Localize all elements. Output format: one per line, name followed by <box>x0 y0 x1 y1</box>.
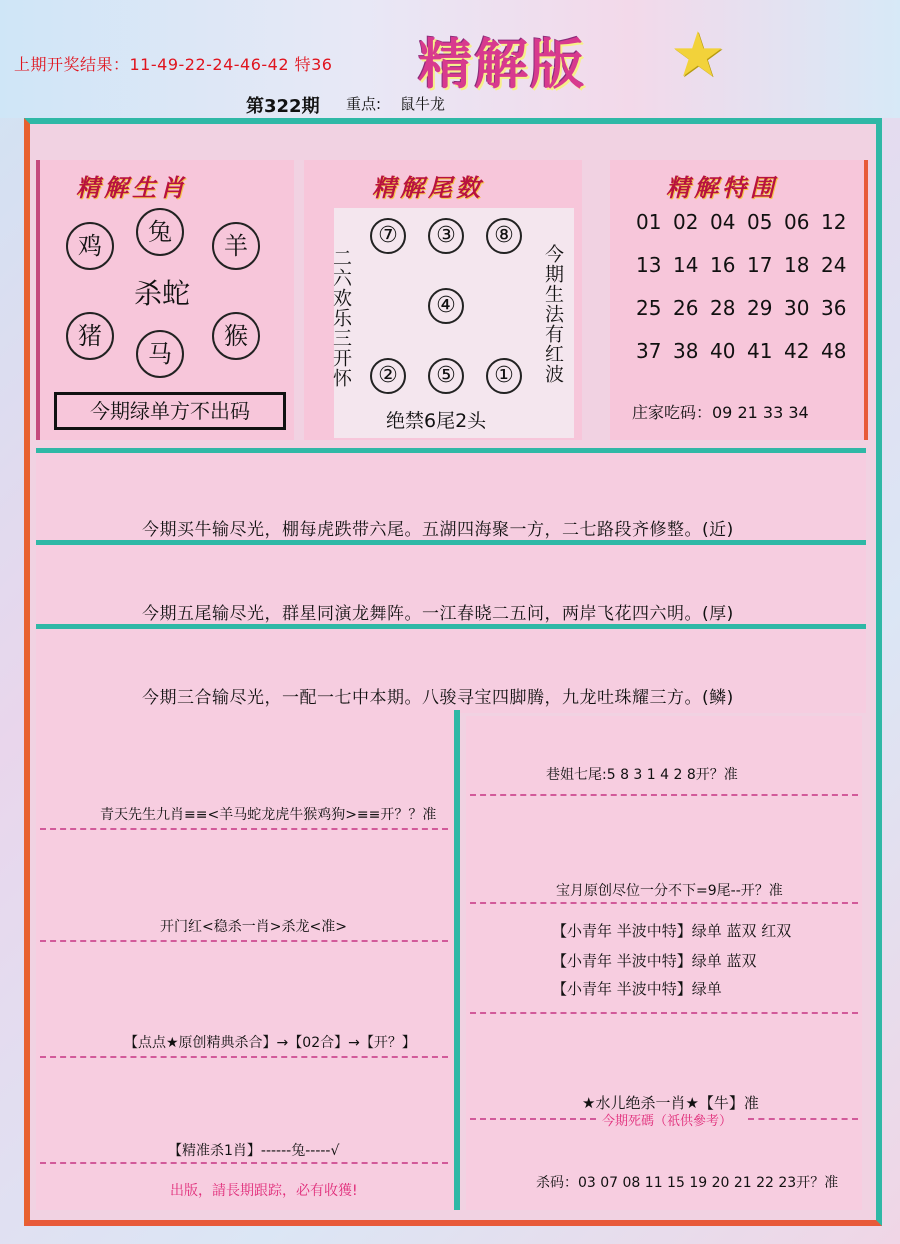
special-number: 18 <box>784 253 810 277</box>
tail-title: 精解尾数 <box>372 173 484 202</box>
tail-left-verse: 二六欢乐三开怀 <box>330 248 352 388</box>
green-note: 今期绿单方不出码 <box>54 392 286 430</box>
combo-kill-line: 【点点★原创精典杀合】→【02合】→【开？】 <box>124 1035 416 1051</box>
issue-number: 第322期 <box>246 96 320 117</box>
focus-label: 重点: <box>346 95 382 113</box>
poem-row <box>36 448 866 545</box>
zodiac-circle: 兔 <box>136 208 184 256</box>
divider <box>40 940 448 942</box>
special-number: 41 <box>747 339 773 363</box>
tail-number: ② <box>370 358 406 394</box>
special-number: 25 <box>636 296 662 320</box>
special-number: 04 <box>710 210 736 234</box>
wave-line: 【小青年 半波中特】绿单 <box>552 980 722 998</box>
right-column <box>466 716 862 1210</box>
poem-text: 今期三合输尽光，一配一七中本期。八骏寻宝四脚腾，九龙吐珠耀三方。(鳞) <box>142 688 734 708</box>
divider <box>40 1056 448 1058</box>
tail-number: ⑦ <box>370 218 406 254</box>
kill-one-line: 开门红<稳杀一肖>杀龙<准> <box>160 919 347 935</box>
special-number: 40 <box>710 339 736 363</box>
poem-row <box>36 624 866 713</box>
previous-result: 上期开奖结果：11-49-22-24-46-42 特36 <box>14 55 333 74</box>
divider <box>470 794 858 796</box>
nine-zodiac-line: 青天先生九肖≡≡<羊马蛇龙虎牛猴鸡狗>≡≡开？？准 <box>100 807 437 823</box>
special-number: 48 <box>821 339 847 363</box>
special-number: 28 <box>710 296 736 320</box>
poem-text: 今期五尾输尽光，群星同演龙舞阵。一江春晓二五问，两岸飞花四六明。(厚) <box>142 604 734 624</box>
poem-text: 今期买牛输尽光，棚每虎跌带六尾。五湖四海聚一方，二七路段齐修整。(近) <box>142 520 734 540</box>
zodiac-circle: 猴 <box>212 312 260 360</box>
divider <box>470 1118 596 1120</box>
tail-number: ⑧ <box>486 218 522 254</box>
zodiac-circle: 羊 <box>212 222 260 270</box>
special-number: 12 <box>821 210 847 234</box>
special-number: 36 <box>821 296 847 320</box>
star-icon: ★ <box>670 18 726 91</box>
special-number: 24 <box>821 253 847 277</box>
footer-note: 出版，請長期跟踪，必有收獲! <box>170 1183 358 1199</box>
special-number: 06 <box>784 210 810 234</box>
zodiac-circle: 猪 <box>66 312 114 360</box>
tail-right-verse: 今期生法有红波 <box>542 244 564 384</box>
special-number: 26 <box>673 296 699 320</box>
kill-zodiac: 杀蛇 <box>134 277 191 310</box>
precise-kill-line: 【精准杀1肖】------兔-----√ <box>168 1143 340 1159</box>
special-number: 05 <box>747 210 773 234</box>
divider <box>470 902 858 904</box>
special-number: 29 <box>747 296 773 320</box>
tail-kill-line: 宝月原创尽位一分不下=9尾--开？准 <box>556 883 783 899</box>
brand-title: 精解版 <box>418 32 586 96</box>
divider <box>470 1012 858 1014</box>
divider <box>748 1118 858 1120</box>
divider <box>40 1162 448 1164</box>
special-number: 14 <box>673 253 699 277</box>
special-number: 37 <box>636 339 662 363</box>
tail-number: ① <box>486 358 522 394</box>
tail-number: ⑤ <box>428 358 464 394</box>
special-number: 02 <box>673 210 699 234</box>
tail-number: ③ <box>428 218 464 254</box>
special-number: 38 <box>673 339 699 363</box>
kill-codes-line: 杀码：03 07 08 11 15 19 20 21 22 23开？准 <box>536 1175 839 1191</box>
special-title: 精解特围 <box>666 173 778 202</box>
special-number: 17 <box>747 253 773 277</box>
divider <box>40 828 448 830</box>
zodiac-circle: 鸡 <box>66 222 114 270</box>
special-number: 30 <box>784 296 810 320</box>
tail-number: ④ <box>428 288 464 324</box>
left-column <box>36 710 460 1210</box>
banker-codes: 庄家吃码：09 21 33 34 <box>632 403 809 422</box>
tail-prediction-line: 巷姐七尾:5 8 3 1 4 2 8开？准 <box>546 767 738 783</box>
tail-ban: 绝禁6尾2头 <box>386 410 487 432</box>
special-number: 01 <box>636 210 662 234</box>
zodiac-panel <box>36 160 294 440</box>
special-panel <box>610 160 868 440</box>
poem-row <box>36 540 866 629</box>
special-number: 16 <box>710 253 736 277</box>
zodiac-circle: 马 <box>136 330 184 378</box>
wave-line: 【小青年 半波中特】绿单 蓝双 <box>552 952 757 970</box>
zodiac-title: 精解生肖 <box>76 173 188 202</box>
wave-line: 【小青年 半波中特】绿单 蓝双 红双 <box>552 922 792 940</box>
special-number: 13 <box>636 253 662 277</box>
death-code-note: 今期死碼（祇供參考） <box>602 1114 733 1129</box>
special-number: 42 <box>784 339 810 363</box>
one-zodiac-kill-line: ★水儿绝杀一肖★【牛】准 <box>582 1094 759 1112</box>
focus-value: 鼠牛龙 <box>400 95 446 113</box>
tail-panel <box>304 160 582 440</box>
